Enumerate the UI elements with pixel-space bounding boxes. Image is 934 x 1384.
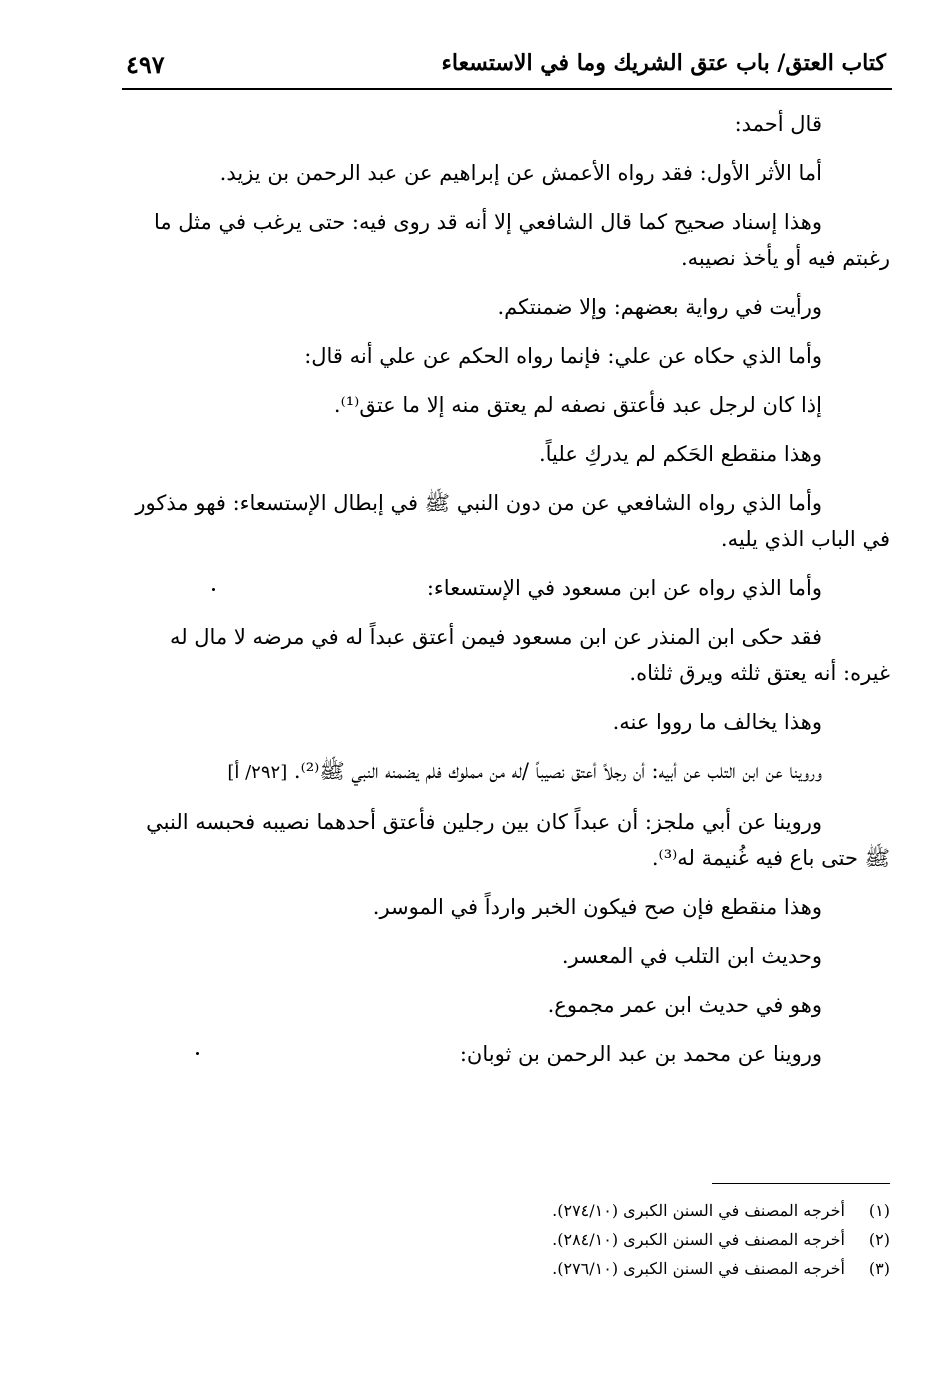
footnote	[300, 1225, 890, 1254]
paragraph: وحديث ابن التلب في المعسر.	[561, 944, 822, 968]
footnote-text: أخرجه المصنف في السنن الكبرى (٢٧٦/١٠).	[552, 1259, 845, 1278]
footnote-number: (٣)	[868, 1259, 890, 1278]
paragraph: وهذا يخالف ما رووا عنه.	[612, 710, 822, 734]
paragraph: وروينا عن محمد بن عبد الرحمن بن ثوبان:	[459, 1042, 822, 1066]
page-number: ٤٩٧	[126, 50, 165, 79]
scan-speck	[212, 588, 215, 591]
paragraph: وهذا إسناد صحيح كما قال الشافعي إلا أنه قد روى فيه: حتى يرغب في مثل ما رغبتم فيه أو يأخذ نصيبه.	[153, 210, 890, 270]
scan-speck	[196, 1052, 199, 1055]
footnote-text: أخرجه المصنف في السنن الكبرى (٢٧٤/١٠).	[552, 1201, 845, 1220]
footnote	[300, 1196, 890, 1225]
footnotes	[300, 1196, 890, 1283]
paragraph: وهو في حديث ابن عمر مجموع.	[547, 993, 822, 1017]
footnote	[300, 1254, 890, 1283]
paragraph: أما الأثر الأول: فقد رواه الأعمش عن إبراهيم عن عبد الرحمن بن يزيد.	[219, 161, 822, 185]
footnote-text: أخرجه المصنف في السنن الكبرى (٢٨٤/١٠).	[552, 1230, 845, 1249]
footnote-separator	[712, 1183, 890, 1184]
paragraph: وروينا عن أبي ملجز: أن عبداً كان بين رجلين فأعتق أحدهما نصيبه فحبسه النبي ﷺ حتى باع فيه غُنيمة له⁽³⁾.	[146, 810, 890, 870]
body-text	[128, 106, 890, 1085]
paragraph: وهذا منقطع فإن صح فيكون الخبر وارداً في الموسر.	[372, 895, 822, 919]
paragraph: وهذا منقطع الحَكم لم يدركِ علياً.	[538, 442, 822, 466]
running-head: كتاب العتق/ باب عتق الشريك وما في الاستسعاء	[441, 50, 886, 76]
paragraph: وأما الذي رواه الشافعي عن من دون النبي ﷺ في إبطال الإستسعاء: فهو مذكور في الباب الذي يليه.	[135, 491, 890, 551]
paragraph: قال أحمد:	[734, 112, 822, 136]
paragraph: ورأيت في رواية بعضهم: وإلا ضمنتكم.	[497, 295, 822, 319]
manuscript-folio-marker: [٢٩٢/ أ]	[227, 762, 288, 783]
paragraph: وأما الذي حكاه عن علي: فإنما رواه الحكم عن علي أنه قال:	[304, 344, 822, 368]
page-header	[122, 44, 892, 90]
paragraph: فقد حكى ابن المنذر عن ابن مسعود فيمن أعتق عبداً له في مرضه لا مال له غيره: أنه يعتق ثلثه ويرق ثلثاه.	[169, 625, 890, 685]
paragraph: وأما الذي رواه عن ابن مسعود في الإستسعاء:	[426, 576, 822, 600]
footnote-number: (١)	[868, 1201, 890, 1220]
paragraph-with-marginal-note	[28, 753, 890, 791]
footnote-number: (٢)	[868, 1230, 890, 1249]
paragraph-text: وروينا عن ابن التلب عن أبيه: أن رجلاً أعتق نصيباً /له من مملوك فلم يضمنه النبي ﷺ⁽²⁾.	[293, 759, 822, 783]
paragraph: إذا كان لرجل عبد فأعتق نصفه لم يعتق منه إلا ما عتق⁽¹⁾.	[333, 393, 822, 417]
